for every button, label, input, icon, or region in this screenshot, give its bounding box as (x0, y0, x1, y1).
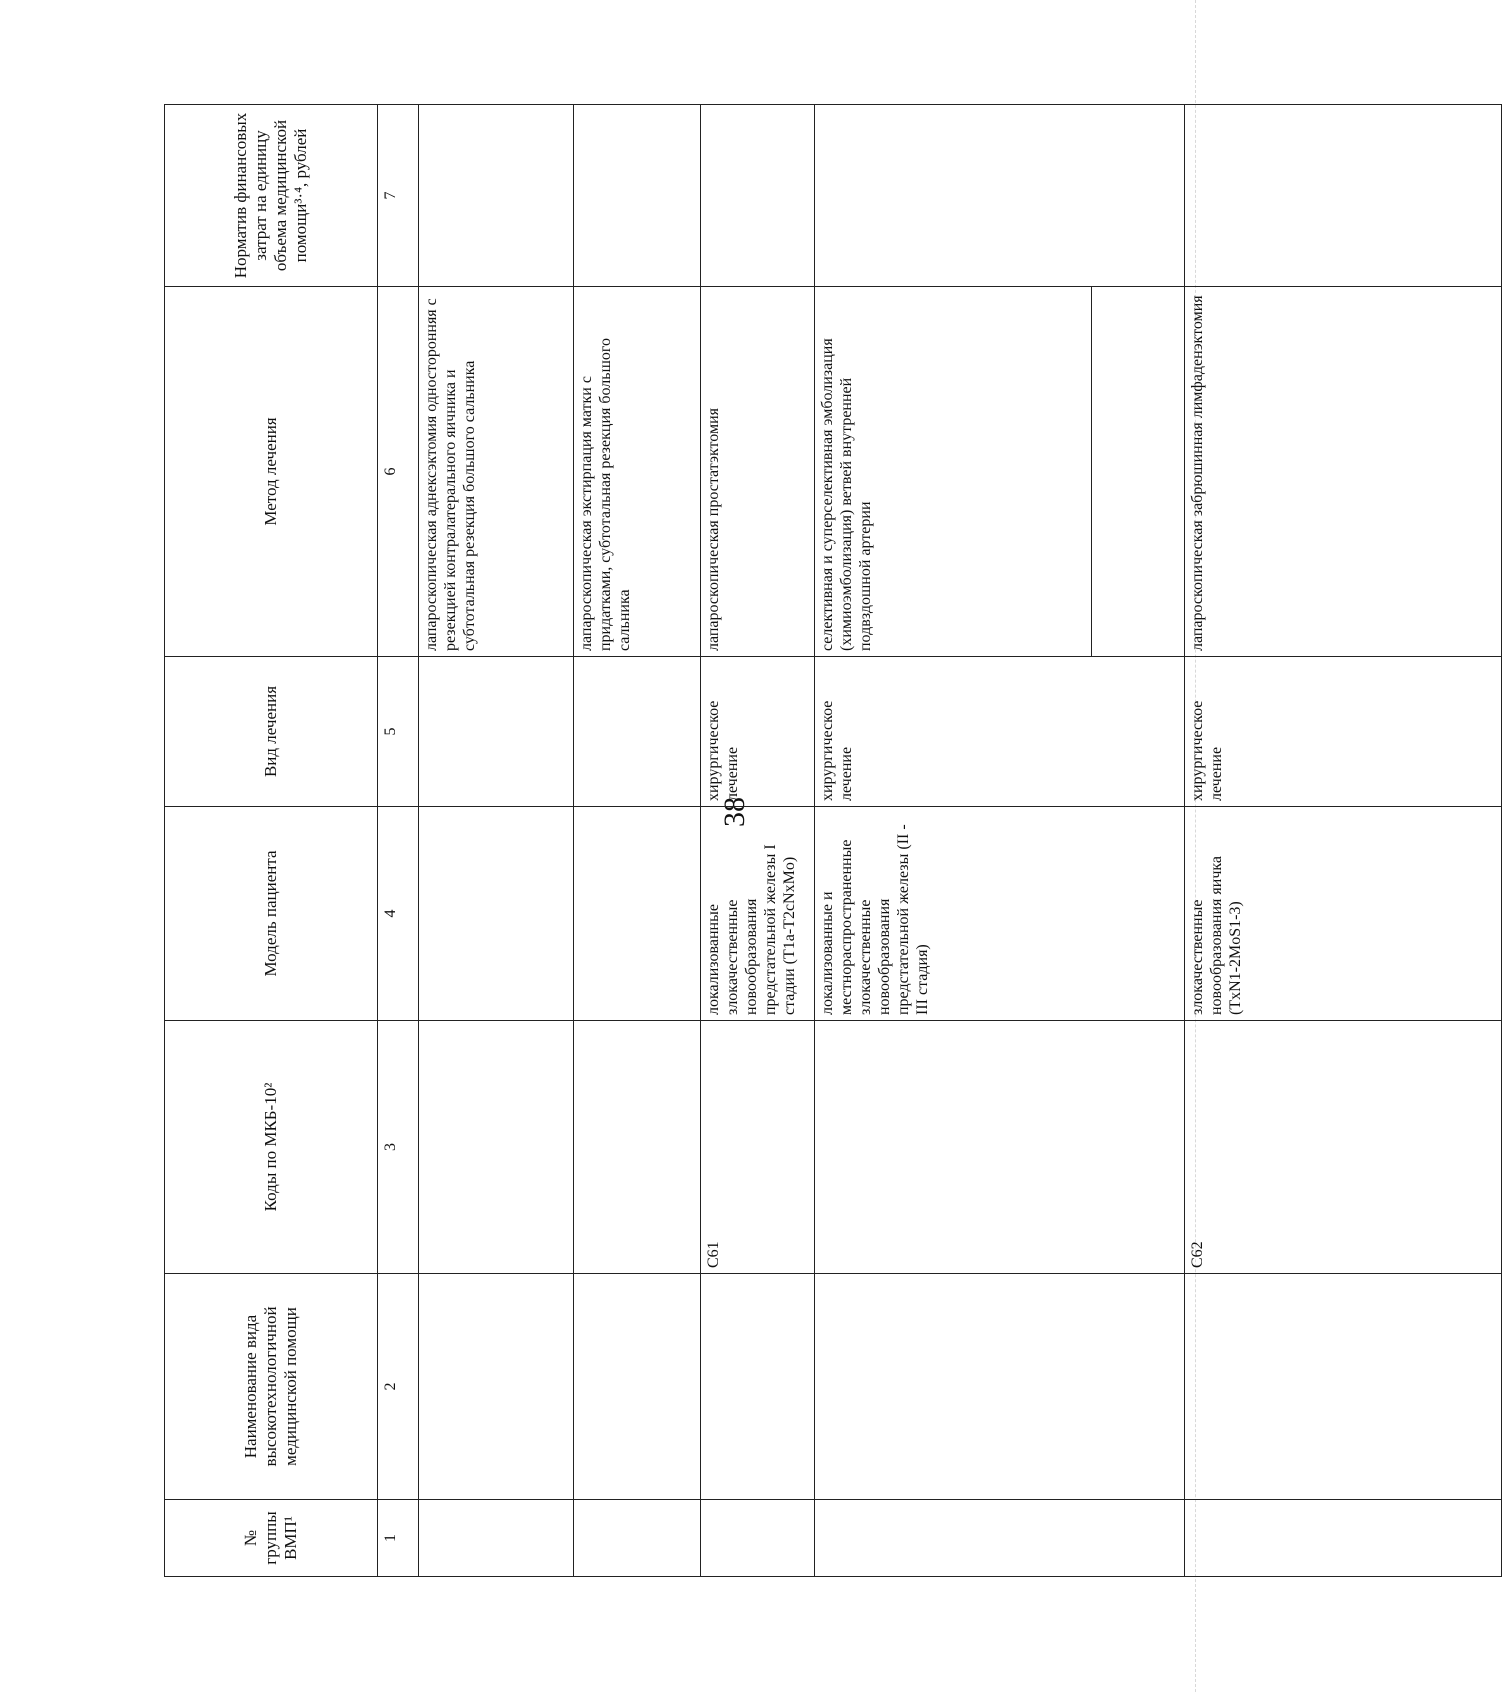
cell-treatment-type (574, 657, 701, 807)
header-care-name: Наименование вида высокотехнологичной медицинской помощи (165, 1274, 378, 1500)
cell-method-empty (1092, 287, 1184, 656)
table-row (419, 105, 574, 1577)
cell-group (701, 1500, 815, 1577)
cell-codes (419, 1021, 574, 1274)
column-number: 5 (378, 657, 419, 807)
cell-cost (815, 105, 1185, 287)
column-number: 1 (378, 1500, 419, 1577)
medical-care-table (164, 104, 1502, 1577)
table-header-row (165, 105, 378, 1577)
column-number: 3 (378, 1021, 419, 1274)
column-number: 2 (378, 1274, 419, 1500)
cell-codes (815, 1021, 1185, 1274)
header-treatment-type: Вид лечения (165, 657, 378, 807)
page-number: 38 (718, 797, 751, 827)
cell-treatment-type: хирургическое лечение (701, 657, 815, 807)
header-cost-norm: Норматив финансовых затрат на единицу объема медицинской помощи³·⁴, рублей (165, 105, 378, 287)
cell-method: лапароскопическая аднексэктомия односторонняя с резекцией контралатерального яичника и субтотальная резекция большого сальника (419, 287, 574, 657)
cell-name (1185, 1274, 1502, 1500)
cell-group (815, 1500, 1185, 1577)
cell-treatment-type (419, 657, 574, 807)
cell-name (701, 1274, 815, 1500)
cell-group (1185, 1500, 1502, 1577)
cell-cost (574, 105, 701, 287)
cell-model (574, 807, 701, 1021)
column-number: 4 (378, 807, 419, 1021)
cell-model (419, 807, 574, 1021)
cell-codes (574, 1021, 701, 1274)
cell-treatment-type: хирургическое лечение (1185, 657, 1502, 807)
cell-method: лапароскопическая экстирпация матки с придатками, субтотальная резекция большого сальника (574, 287, 701, 657)
cell-name (574, 1274, 701, 1500)
table-row (815, 105, 1185, 1577)
column-number-row (378, 105, 419, 1577)
cell-group (419, 1500, 574, 1577)
cell-name (815, 1274, 1185, 1500)
header-group-number: № группы ВМП¹ (165, 1500, 378, 1577)
cell-name (419, 1274, 574, 1500)
header-treatment-method: Метод лечения (165, 287, 378, 657)
cell-method: лапароскопическая забрюшинная лимфаденэктомия (1185, 287, 1502, 657)
column-number: 7 (378, 105, 419, 287)
header-patient-model: Модель пациента (165, 807, 378, 1021)
table-row (701, 105, 815, 1577)
cell-cost (701, 105, 815, 287)
cell-model: локализованные и местнораспространенные злокачественные новообразования предстательной железы (II - III стадия) (815, 807, 1185, 1021)
cell-model: злокачественные новообразования яичка (TxN1-2MoS1-3) (1185, 807, 1502, 1021)
cell-method: лапароскопическая простатэктомия (701, 287, 815, 657)
table-row (1185, 105, 1502, 1577)
column-number: 6 (378, 287, 419, 657)
cell-model: локализованные злокачественные новообразования предстательной железы I стадии (T1a-T2cNxMo) (701, 807, 815, 1021)
cell-codes: C61 (701, 1021, 815, 1274)
cell-method-split (815, 287, 1185, 657)
table-row (574, 105, 701, 1577)
cell-group (574, 1500, 701, 1577)
cell-treatment-type: хирургическое лечение (815, 657, 1185, 807)
cell-codes: C62 (1185, 1021, 1502, 1274)
header-icd-codes: Коды по МКБ-10² (165, 1021, 378, 1274)
cell-cost (419, 105, 574, 287)
cell-method: селективная и суперселективная эмболизация (химиоэмболизация) ветвей внутренней подвздошной артерии (815, 287, 1092, 656)
cell-cost (1185, 105, 1502, 287)
